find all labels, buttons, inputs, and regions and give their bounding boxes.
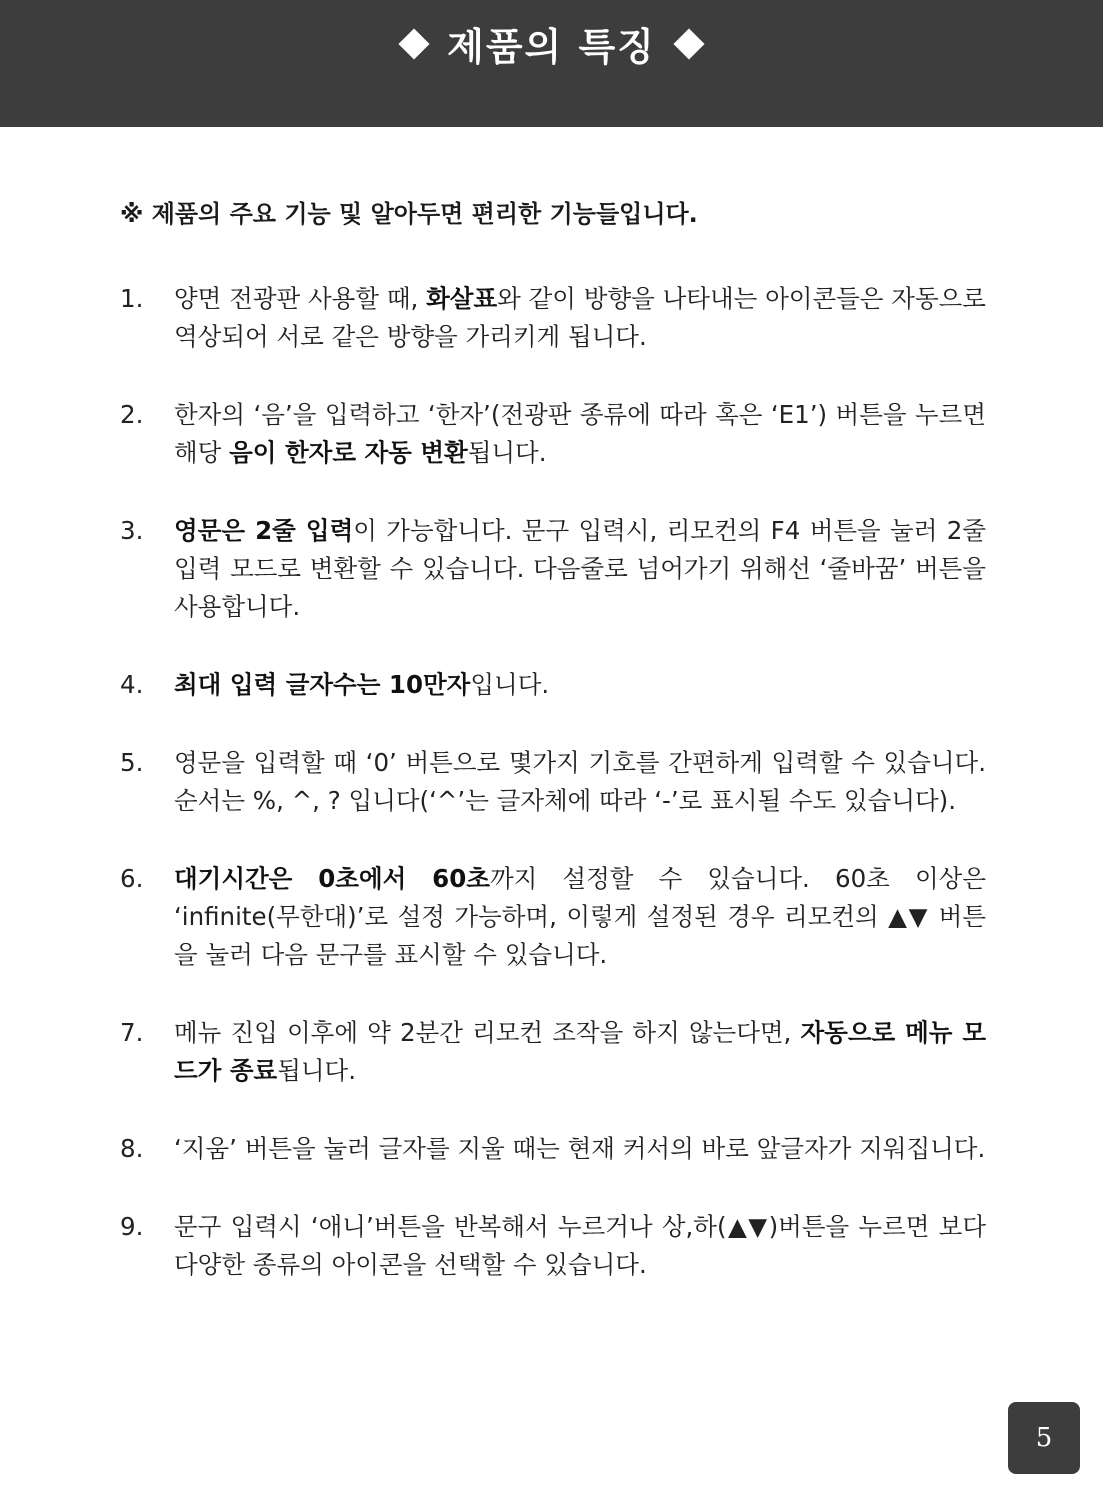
page-number-badge bbox=[1008, 1402, 1080, 1474]
feature-text bbox=[174, 396, 986, 472]
feature-item bbox=[120, 666, 986, 704]
feature-item bbox=[120, 396, 986, 472]
feature-text bbox=[174, 744, 986, 820]
feature-text bbox=[174, 1130, 986, 1168]
diamond-icon bbox=[673, 28, 704, 59]
feature-item bbox=[120, 512, 986, 626]
feature-text-bold: 음이 한자로 자동 변환 bbox=[229, 438, 468, 467]
feature-item bbox=[120, 1130, 986, 1168]
feature-text-run: 됩니다. bbox=[277, 1056, 356, 1085]
intro-note: ※ 제품의 주요 기능 및 알아두면 편리한 기능들입니다. bbox=[120, 200, 698, 228]
feature-list bbox=[120, 280, 986, 1324]
feature-number: 7. bbox=[120, 1018, 144, 1047]
feature-text-run: 됩니다. bbox=[467, 438, 547, 467]
feature-text-run: 양면 전광판 사용할 때, bbox=[174, 284, 427, 313]
feature-text bbox=[174, 280, 986, 356]
feature-number: 1. bbox=[120, 284, 144, 313]
feature-number: 9. bbox=[120, 1212, 144, 1241]
feature-number: 3. bbox=[120, 516, 144, 545]
feature-item bbox=[120, 744, 986, 820]
diamond-icon bbox=[399, 28, 430, 59]
page-header bbox=[0, 0, 1103, 127]
feature-text-run: 한자의 ‘음’을 입력하고 ‘한자’(전광판 종류에 따라 혹은 ‘E1’) 버튼을 누르면 해당 bbox=[174, 400, 986, 467]
feature-number: 4. bbox=[120, 670, 144, 699]
feature-text-run: 영문을 입력할 때 ‘0’ 버튼으로 몇가지 기호를 간편하게 입력할 수 있습니다. 순서는 %, ^, ? 입니다(‘^’는 글자체에 따라 ‘-’로 표시될 수도 있습니다). bbox=[174, 748, 986, 815]
feature-text-run: 까지 설정할 수 있습니다. 60초 이상은 ‘infinite(무한대)’로 설정 가능하며, 이렇게 설정된 경우 리모컨의 ▲▼ 버튼을 눌러 다음 문구를 표시할 수 있습니다. bbox=[174, 864, 986, 969]
feature-item bbox=[120, 280, 986, 356]
feature-item bbox=[120, 860, 986, 974]
feature-text bbox=[174, 860, 986, 974]
feature-text bbox=[174, 666, 986, 704]
feature-number: 5. bbox=[120, 748, 144, 777]
feature-text bbox=[174, 1014, 986, 1090]
feature-text-bold: 자동으로 메뉴 모드가 종료 bbox=[174, 1018, 986, 1085]
feature-text-run: 와 같이 방향을 나타내는 아이콘들은 자동으로 역상되어 서로 같은 방향을 가리키게 됩니다. bbox=[174, 284, 986, 351]
page-number: 5 bbox=[1035, 1423, 1053, 1453]
feature-text-bold: 최대 입력 글자수는 10만자 bbox=[174, 670, 471, 699]
feature-text-run: 문구 입력시 ‘애니’버튼을 반복해서 누르거나 상,하(▲▼)버튼을 누르면 보다 다양한 종류의 아이콘을 선택할 수 있습니다. bbox=[174, 1212, 986, 1279]
feature-number: 2. bbox=[120, 400, 144, 429]
feature-text bbox=[174, 512, 986, 626]
feature-text-bold: 대기시간은 0초에서 60초 bbox=[174, 864, 490, 893]
feature-number: 8. bbox=[120, 1134, 144, 1163]
feature-text-run: 입니다. bbox=[470, 670, 550, 699]
feature-text-run: ‘지움’ 버튼을 눌러 글자를 지울 때는 현재 커서의 바로 앞글자가 지워집니다. bbox=[174, 1134, 986, 1163]
feature-text-run: 이 가능합니다. 문구 입력시, 리모컨의 F4 버튼을 눌러 2줄 입력 모드로 변환할 수 있습니다. 다음줄로 넘어가기 위해선 ‘줄바꿈’ 버튼을 사용합니다. bbox=[174, 516, 987, 621]
header-title-group bbox=[403, 16, 700, 71]
feature-item bbox=[120, 1014, 986, 1090]
feature-item bbox=[120, 1208, 986, 1284]
feature-text-bold: 영문은 2줄 입력 bbox=[174, 516, 354, 545]
feature-text-run: 메뉴 진입 이후에 약 2분간 리모컨 조작을 하지 않는다면, bbox=[174, 1018, 801, 1047]
feature-text bbox=[174, 1208, 986, 1284]
page-title: 제품의 특징 bbox=[447, 25, 656, 69]
feature-text-bold: 화살표 bbox=[426, 284, 498, 313]
feature-number: 6. bbox=[120, 864, 144, 893]
